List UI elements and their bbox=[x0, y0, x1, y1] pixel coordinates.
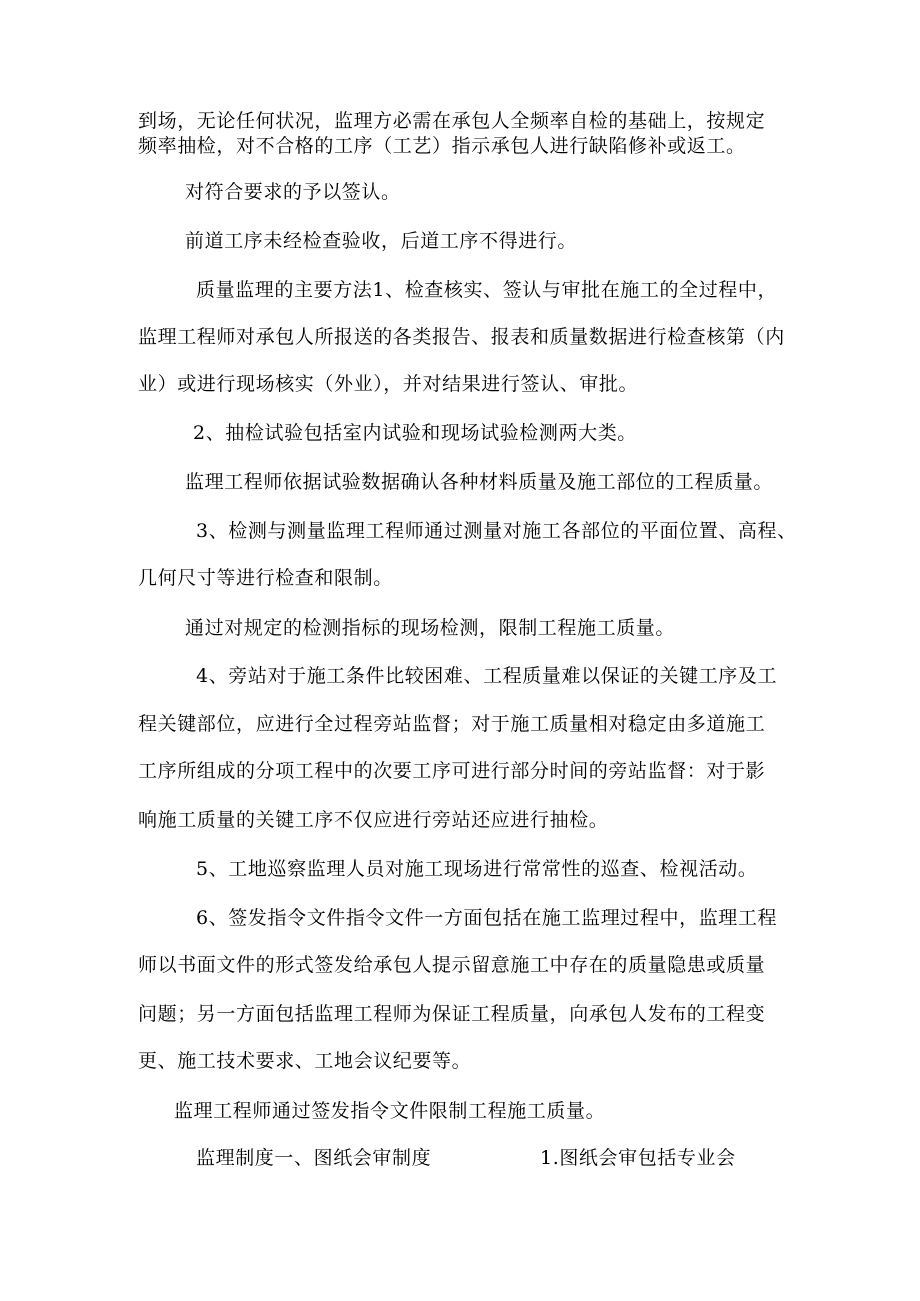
text-line: 更、施工技术要求、工地会议纪要等。 bbox=[138, 1050, 472, 1072]
section-heading: 监理制度一、图纸会审制度 bbox=[196, 1147, 432, 1169]
text-line: 监理工程师依据试验数据确认各种材料质量及施工部位的工程质量。 bbox=[185, 471, 774, 493]
text-line: 频率抽检，对不合格的工序（工艺）指示承包人进行缺陷修补或返工。 bbox=[138, 135, 746, 157]
text-line: 到场，无论任何状况，监理方必需在承包人全频率自检的基础上，按规定 bbox=[138, 110, 766, 132]
text-line: 问题；另一方面包括监理工程师为保证工程质量，向承包人发布的工程变 bbox=[138, 1003, 766, 1025]
text-line: 前道工序未经检查验收，后道工序不得进行。 bbox=[185, 230, 578, 252]
text-line: 业）或进行现场核实（外业），并对结果进行签认、审批。 bbox=[138, 373, 639, 395]
text-line: 师以书面文件的形式签发给承包人提示留意施工中存在的质量隐患或质量 bbox=[138, 954, 766, 976]
text-line: 几何尺寸等进行检查和限制。 bbox=[138, 567, 393, 589]
text-line: 3、检测与测量监理工程师通过测量对施工各部位的平面位置、高程、 bbox=[196, 520, 797, 542]
text-line: 2、抽检试验包括室内试验和现场试验检测两大类。 bbox=[193, 422, 637, 444]
text-line: 4、旁站对于施工条件比较困难、工程质量难以保证的关键工序及工 bbox=[196, 665, 778, 687]
numbered-item: 1.图纸会审包括专业会 bbox=[540, 1147, 736, 1169]
text-line: 通过对规定的检测指标的现场检测，限制工程施工质量。 bbox=[185, 617, 676, 639]
text-line: 5、工地巡察监理人员对施工现场进行常常性的巡查、检视活动。 bbox=[196, 858, 758, 880]
text-line: 质量监理的主要方法1、检查核实、签认与审批在施工的全过程中， bbox=[196, 279, 778, 301]
text-line: 6、签发指令文件指令文件一方面包括在施工监理过程中，监理工程 bbox=[196, 907, 778, 929]
text-line: 对符合要求的予以签认。 bbox=[185, 181, 401, 203]
text-line: 程关键部位，应进行全过程旁站监督；对于施工质量相对稳定由多道施工 bbox=[138, 713, 766, 735]
text-line: 响施工质量的关键工序不仅应进行旁站还应进行抽检。 bbox=[138, 809, 609, 831]
text-line: 工序所组成的分项工程中的次要工序可进行部分时间的旁站监督：对于影 bbox=[138, 760, 766, 782]
text-line: 监理工程师通过签发指令文件限制工程施工质量。 bbox=[174, 1100, 606, 1122]
text-line: 监理工程师对承包人所报送的各类报告、报表和质量数据进行检查核第（内 bbox=[138, 326, 785, 348]
